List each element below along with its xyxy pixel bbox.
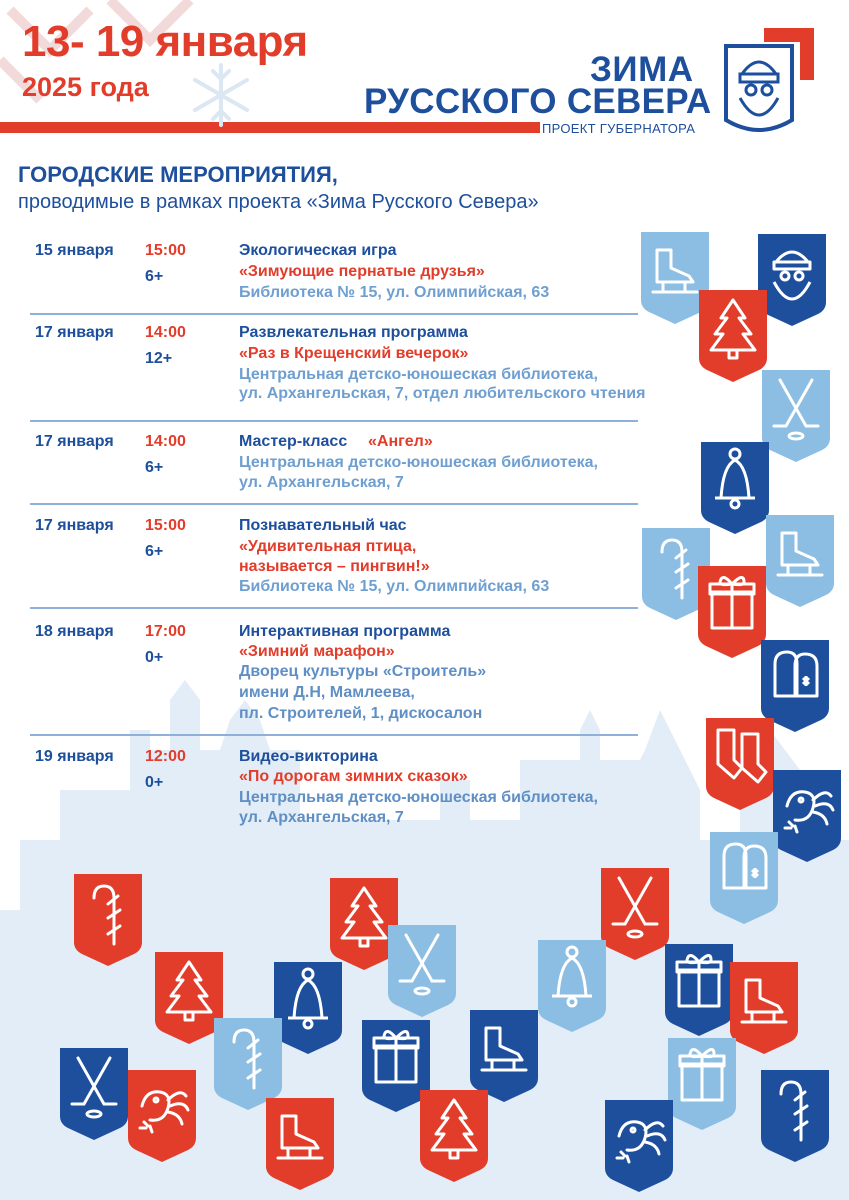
gift-icon: [362, 1020, 430, 1112]
mittens-icon: [710, 832, 778, 924]
skate-icon: [470, 1010, 538, 1102]
event-place: ул. Архангельская, 7: [239, 474, 404, 491]
gift-icon: [665, 944, 733, 1036]
event-age-rating: 6+: [145, 543, 164, 560]
event-place: Центральная детско-юношеская библиотека,: [239, 789, 598, 806]
bell-icon: [274, 962, 342, 1054]
event-type: Экологическая игра: [239, 242, 397, 259]
skate-icon: [641, 232, 709, 324]
logo-subtitle: ПРОЕКТ ГУБЕРНАТОРА: [542, 121, 696, 136]
event-time: 15:00: [145, 242, 186, 259]
bird-icon: [773, 770, 841, 862]
event-title: «Раз в Крещенский вечерок»: [239, 345, 469, 362]
section-title: ГОРОДСКИЕ МЕРОПРИЯТИЯ,: [18, 162, 338, 187]
event-place: Дворец культуры «Строитель»: [239, 663, 487, 680]
event-place: Библиотека № 15, ул. Олимпийская, 63: [239, 284, 550, 301]
event-type: Видео-викторина: [239, 748, 378, 765]
event-type: Познавательный час: [239, 517, 407, 534]
event-time: 17:00: [145, 623, 186, 640]
event-place: ул. Архангельская, 7, отдел любительского чтения: [239, 385, 646, 402]
event-title: «Зимующие пернатые друзья»: [239, 263, 485, 280]
event-place: Библиотека № 15, ул. Олимпийская, 63: [239, 578, 550, 595]
skate-icon: [266, 1098, 334, 1190]
event-type: Интерактивная программа: [239, 623, 451, 640]
candy-cane-icon: [74, 874, 142, 966]
event-title: «Зимний марафон»: [239, 643, 395, 660]
event-age-rating: 6+: [145, 459, 164, 476]
event-time: 12:00: [145, 748, 186, 765]
event-date: 17 января: [35, 324, 114, 341]
gift-icon: [698, 566, 766, 658]
event-date: 17 января: [35, 517, 114, 534]
event-place: имени Д.Н, Мамлеева,: [239, 684, 415, 701]
event-place: Центральная детско-юношеская библиотека,: [239, 366, 598, 383]
candy-cane-icon: [761, 1070, 829, 1162]
hockey-sticks-icon: [762, 370, 830, 462]
bell-icon: [701, 442, 769, 534]
event-age-rating: 0+: [145, 649, 164, 666]
event-place: Центральная детско-юношеская библиотека,: [239, 454, 598, 471]
hockey-sticks-icon: [60, 1048, 128, 1140]
bell-icon: [538, 940, 606, 1032]
event-title: называется – пингвин!»: [239, 558, 430, 575]
event-time: 14:00: [145, 433, 186, 450]
christmas-tree-icon: [155, 952, 223, 1044]
event-age-rating: 0+: [145, 774, 164, 791]
skate-icon: [730, 962, 798, 1054]
event-title: «Ангел»: [368, 433, 433, 450]
skate-icon: [766, 515, 834, 607]
christmas-tree-icon: [420, 1090, 488, 1182]
socks-icon: [706, 718, 774, 810]
bird-icon: [605, 1100, 673, 1192]
logo-title-line2: РУССКОГО СЕВЕРА: [364, 82, 712, 121]
event-age-rating: 12+: [145, 350, 173, 367]
event-title: «Удивительная птица,: [239, 538, 417, 555]
section-subtitle: проводимые в рамках проекта «Зима Русского Севера»: [18, 191, 539, 213]
candy-cane-icon: [214, 1018, 282, 1110]
event-title: «По дорогам зимних сказок»: [239, 768, 468, 785]
event-place: ул. Архангельская, 7: [239, 809, 404, 826]
hockey-sticks-icon: [601, 868, 669, 960]
christmas-tree-icon: [699, 290, 767, 382]
date-range-heading: 13- 19 января: [22, 17, 308, 66]
event-date: 17 января: [35, 433, 114, 450]
hockey-sticks-icon: [388, 925, 456, 1017]
gift-icon: [668, 1038, 736, 1130]
year-heading: 2025 года: [22, 72, 149, 102]
event-place: пл. Строителей, 1, дискосалон: [239, 705, 483, 722]
santa-icon: [758, 234, 826, 326]
christmas-tree-icon: [330, 878, 398, 970]
bird-icon: [128, 1070, 196, 1162]
event-date: 19 января: [35, 748, 114, 765]
event-type: Мастер-класс: [239, 433, 348, 450]
logo-title-line1: ЗИМА: [590, 50, 694, 89]
event-time: 14:00: [145, 324, 186, 341]
event-age-rating: 6+: [145, 268, 164, 285]
event-date: 18 января: [35, 623, 114, 640]
event-time: 15:00: [145, 517, 186, 534]
event-date: 15 января: [35, 242, 114, 259]
event-type: Развлекательная программа: [239, 324, 468, 341]
